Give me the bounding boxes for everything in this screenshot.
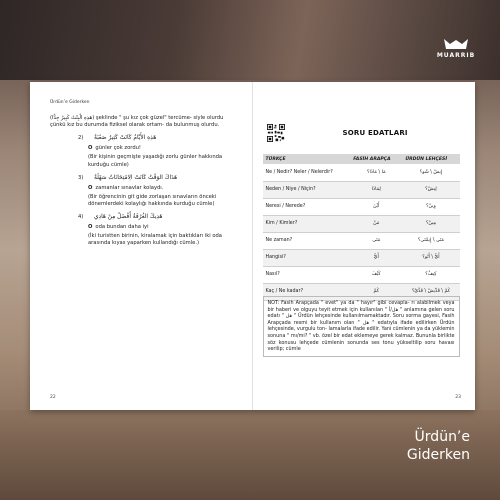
cell-turkish: Ne zaman? — [263, 232, 351, 249]
column-header: TÜRKÇE — [263, 154, 351, 164]
example-answer — [88, 224, 234, 230]
cell-urdun: كِيفْ؟ — [402, 266, 459, 283]
cell-urdun: مِينْ؟ — [402, 215, 459, 232]
table-row — [263, 266, 460, 283]
table-row — [263, 181, 460, 198]
cell-fasih: لِمَاذَا — [350, 181, 402, 198]
answer-mark: O — [88, 145, 93, 152]
cell-urdun: إِيشْ \ شُو؟ — [402, 164, 459, 181]
table-row — [263, 249, 460, 266]
cell-fasih: مَنْ — [350, 215, 402, 232]
example-answer — [88, 145, 234, 151]
column-header: FASİH ARAPÇA — [350, 154, 402, 164]
example-note: (Bir öğrencinin git gide zorlaşan sınavların önceki dönemlerdeki kolaylığı hakkında kurduğu cümle) — [88, 193, 217, 208]
right-page — [253, 82, 476, 410]
cover-title — [407, 428, 470, 464]
table-header-row — [263, 154, 460, 164]
cell-fasih: مَتَى — [350, 232, 402, 249]
example-item — [50, 175, 234, 208]
page-number-left: 22 — [50, 395, 56, 400]
crown-icon — [443, 38, 469, 50]
example-number: 4) — [78, 214, 84, 221]
question-particles-table — [263, 154, 460, 301]
running-head: Ürdün’e Giderken — [50, 100, 90, 105]
cell-urdun: أَيُّ \ أَنُو؟ — [402, 249, 459, 266]
example-arabic: هَدِيكَ الغُرْفَةُ أَفْضَلُ مِنْ هَادِي — [94, 214, 163, 221]
cell-turkish: Nasıl? — [263, 266, 351, 283]
example-note: (Bir kişinin geçmişte yaşadığı zorlu günler hakkında kurduğu cümle) — [88, 154, 223, 168]
example-arabic: هَذِهِ الأَيَّامُ كَانَتْ كَثِيرٌ صَعْبَةٌ — [94, 135, 157, 142]
cover-title-line: Giderken — [406, 447, 470, 463]
cell-urdun: كَمْ \ قَدِّيشْ \ قَدَّيْ؟ — [402, 283, 459, 300]
example-item — [50, 135, 234, 168]
column-header: ÜRDÜN LEHÇESİ — [402, 154, 459, 164]
cell-urdun: وِينْ؟ — [402, 198, 459, 215]
answer-mark: O — [88, 184, 93, 191]
example-number: 2) — [78, 135, 84, 142]
cell-turkish: Neresi / Nerede? — [263, 198, 351, 215]
cell-urdun: مَتَى \ إِيمْتَى؟ — [402, 232, 459, 249]
answer-text: oda bundan daha iyi — [95, 224, 149, 231]
example-answer — [88, 185, 234, 191]
cell-urdun: لِيشْ؟ — [402, 181, 459, 198]
intro-paragraph: (هَذِهِ الْبِنْتُ كَبِيرٌ جِدًّا) şeklinde " şu kız çok güzel" tercüme- siyle olurdu çünkü kız bu durumda fiziksel olarak ortam- da bulunmuş olurdu. — [50, 115, 224, 129]
note-box: NOT: Fasih Arapçada " evet" ya da " hayır" gibi cevapla- rı alabilmek veya bir haberi ve olguyu teyit etmek için kullanılan " هل/أ " anlamına gelen soru edatı " هل " Ürdün lehçesinde kullanılmamaktadır. Soru sorma gayesi, Fasih Arapçada resmi bir kullanım olan " هل " edatıyla ifade edilirken Ürdün lehçesinde, vurgulu ton- lamalarla ifade edilir. Yani cümlenin ya da yüklemin sonuna " mı/mi? " vb. özel bir edat eklemeye gerek kalmaz. Bununla birlikte söz konusu lehçede cümlenin sonunda ses tonu yükseltilip soru havası verilip; cümle — [263, 296, 460, 357]
left-page — [30, 82, 253, 410]
answer-mark: O — [88, 224, 93, 231]
cell-fasih: أَيْنَ — [350, 198, 402, 215]
example-item — [50, 214, 234, 247]
cell-fasih: مَا \ مَاذَا؟ — [350, 164, 402, 181]
example-arabic: هَدَاكَ الوَقْتُ كَانَتْ الِامْتِحَانَاتُ سَهْلَةٌ — [94, 174, 178, 181]
example-note: (İki turistten birinin, kiralamak için baktıkları iki oda arasında kıyas yaparken kullandığı cümle.) — [88, 233, 222, 247]
brand-logo — [426, 38, 486, 59]
answer-text: zamanlar sınavlar kolaydı. — [95, 184, 164, 191]
background-sky — [0, 0, 500, 80]
answer-text: günler çok zordu! — [95, 145, 141, 152]
brand-name: MUARRIB — [436, 52, 476, 59]
page-number-right: 23 — [455, 395, 461, 400]
book-spread — [30, 82, 475, 410]
cell-fasih: أَيُّ — [350, 249, 402, 266]
qr-code-icon — [267, 124, 285, 142]
section-title: SORU EDATLARI — [342, 129, 408, 137]
table-row — [263, 164, 460, 181]
table-row — [263, 232, 460, 249]
cell-fasih: كَيْفَ — [350, 266, 402, 283]
cover-title-line: Ürdün’e — [414, 429, 470, 445]
cell-turkish: Kaç / Ne kadar? — [263, 283, 351, 300]
cell-turkish: Hangisi? — [263, 249, 351, 266]
cell-turkish: Kim / Kimler? — [263, 215, 351, 232]
example-number: 3) — [78, 174, 84, 181]
cell-turkish: Ne / Nedir? Neler / Nelerdir? — [263, 164, 351, 181]
cell-fasih: كَمْ — [350, 283, 402, 300]
cell-turkish: Neden / Niye / Niçin? — [263, 181, 351, 198]
table-row — [263, 215, 460, 232]
table-row — [263, 198, 460, 215]
